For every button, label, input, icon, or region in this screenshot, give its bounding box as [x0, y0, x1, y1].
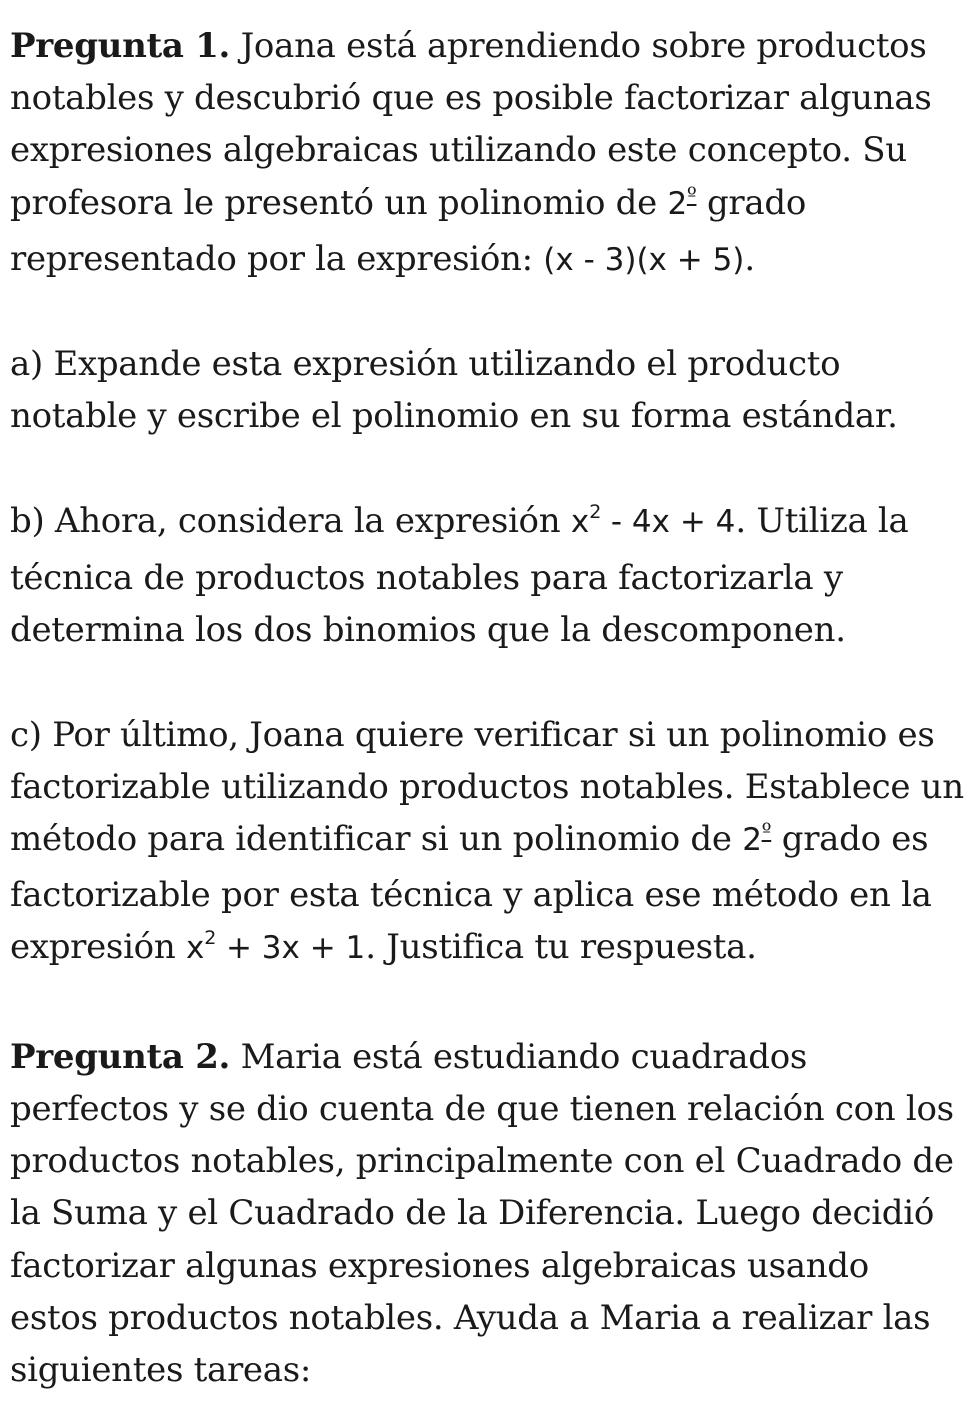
- question-1-grade-number: 2: [667, 185, 687, 222]
- part-b-expression-exponent: 2: [589, 500, 601, 523]
- question-1-expression-end: .: [744, 238, 755, 279]
- part-c-intro: c) Por último, Joana quiere verificar si un polinomio es factorizable utilizando productos notables. Establece un método para identificar si un polinomio de: [10, 714, 964, 859]
- worksheet-text: [10, 20, 965, 1396]
- question-2: [10, 1031, 965, 1396]
- question-1-label: Pregunta 1.: [10, 26, 231, 66]
- question-1-grade-ordinal: º: [686, 182, 697, 207]
- part-c-expression-rest: + 3x + 1: [216, 930, 366, 967]
- question-1-intro: Joana está aprendiendo sobre productos notables y descubrió que es posible factorizar algunas expresiones algebraicas utilizando este concepto. Su profesora le presentó un polinomio de: [10, 26, 932, 223]
- part-b-expression-rest: - 4x + 4: [601, 503, 736, 540]
- part-c-grade-number: 2: [742, 822, 762, 858]
- question-1-part-c: [10, 709, 965, 979]
- part-c-expression-x: x: [185, 930, 205, 967]
- part-b-instructions: . Utiliza la técnica de productos notables para factorizarla y determina los dos binomios que la descomponen.: [10, 500, 909, 651]
- question-2-label: Pregunta 2.: [10, 1036, 231, 1077]
- question-1-part-b: [10, 495, 965, 657]
- part-c-expression-exponent: 2: [204, 927, 217, 950]
- part-c-middle: grado es factorizable por esta técnica y aplica ese método en la expresión: [10, 819, 932, 968]
- part-c-instructions: . Justifica tu respuesta.: [365, 927, 757, 968]
- question-1-intro-2: grado representado por la expresión:: [10, 182, 806, 279]
- question-2-text: Maria está estudiando cuadrados perfectos y se dio cuenta de que tienen relación con los productos notables, principalmente con el Cuadrado de la Suma y el Cuadrado de la Diferencia. Luego decidió factorizar algunas expresiones algebraicas usando estos productos notables. Ayuda a Maria a realizar las siguientes tareas:: [10, 1036, 954, 1391]
- question-1: [10, 20, 965, 286]
- part-b-intro: b) Ahora, considera la expresión: [10, 500, 571, 541]
- question-1-part-a: a) Expande esta expresión utilizando el producto notable y escribe el polinomio en su forma estándar.: [10, 344, 898, 437]
- part-c-grade-ordinal: º: [761, 819, 772, 843]
- question-1-expression: (x - 3)(x + 5): [543, 241, 745, 278]
- part-b-expression-x: x: [570, 503, 590, 540]
